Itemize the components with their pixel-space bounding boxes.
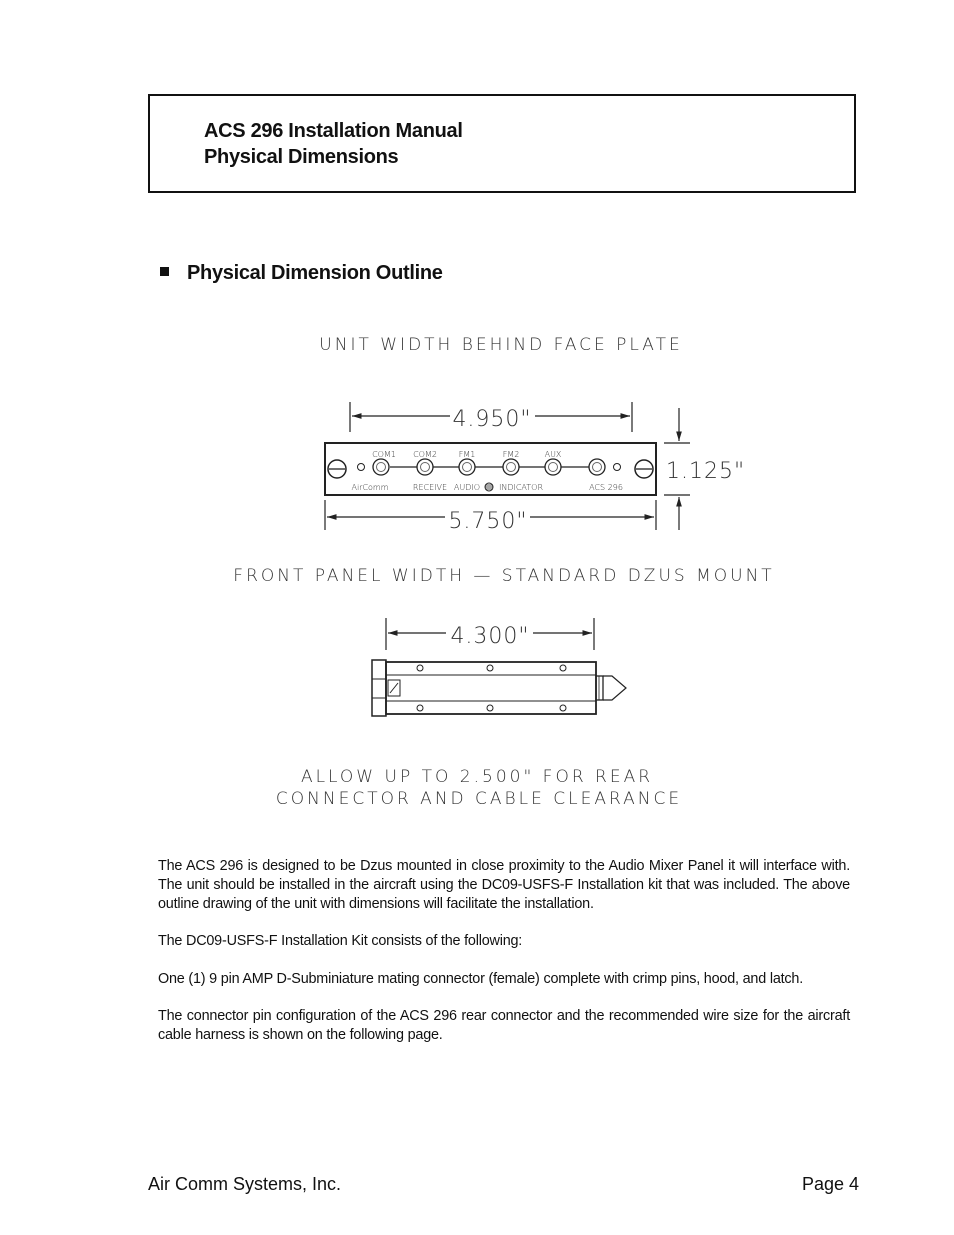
com2-knob-icon — [417, 459, 433, 475]
panel-label-audio: AUDIO — [453, 483, 481, 492]
panel-label-brand: AirComm — [351, 483, 389, 492]
header-subtitle: Physical Dimensions — [204, 146, 399, 168]
panel-label-com2: COM2 — [413, 450, 437, 459]
screw-icon — [417, 705, 423, 711]
aux-knob-icon — [545, 459, 561, 475]
dim-front-width: 5.750" — [448, 509, 528, 534]
header-title: ACS 296 Installation Manual — [204, 120, 463, 142]
screw-icon — [417, 665, 423, 671]
screw-icon — [614, 464, 621, 471]
dim-side-width: 4.300" — [450, 624, 530, 649]
panel-label-com1: COM1 — [372, 450, 396, 459]
body-paragraph-connector: One (1) 9 pin AMP D-Subminiature mating connector (female) complete with crimp pins, hood, and latch. — [158, 971, 804, 987]
com1-knob-icon — [373, 459, 389, 475]
dim-height: 1.125" — [666, 459, 746, 484]
section-title: Physical Dimension Outline — [187, 262, 443, 284]
panel-label-aux: AUX — [544, 450, 562, 459]
panel-label-fm2: FM2 — [502, 450, 520, 459]
volume-knob-icon — [589, 459, 605, 475]
dim-width-behind: 4.950" — [452, 407, 532, 432]
bottom-caption-line2: CONNECTOR AND CABLE CLEARANCE — [275, 789, 683, 809]
screw-icon — [487, 705, 493, 711]
panel-label-receive: RECEIVE — [412, 483, 448, 492]
fm1-knob-icon — [459, 459, 475, 475]
panel-label-fm1: FM1 — [458, 450, 476, 459]
screw-icon — [487, 665, 493, 671]
body-paragraph-kit: The DC09-USFS-F Installation Kit consists of the following: — [158, 933, 523, 949]
connector-hood-icon — [603, 676, 626, 700]
panel-label-indicator: INDICATOR — [498, 483, 544, 492]
screw-icon — [358, 464, 365, 471]
screw-icon — [560, 665, 566, 671]
footer-company: Air Comm Systems, Inc. — [148, 1174, 342, 1194]
panel-label-model: ACS 296 — [589, 483, 623, 492]
mid-caption: FRONT PANEL WIDTH — STANDARD DZUS MOUNT — [233, 566, 775, 586]
fm2-knob-icon — [503, 459, 519, 475]
footer-page-number: Page 4 — [801, 1174, 859, 1194]
side-view-unit — [372, 660, 626, 716]
screw-icon — [560, 705, 566, 711]
rear-connector-icon — [596, 676, 603, 700]
bottom-caption-line1: ALLOW UP TO 2.500" FOR REAR — [300, 767, 654, 787]
body-paragraph-intro: The ACS 296 is designed to be Dzus mounted in close proximity to the Audio Mixer Panel it will interface with. The unit should be installed in the aircraft using the DC09-USFS-F Installation kit that was included. The above outline drawing of the unit with dimensions will facilitate the installation. — [158, 858, 850, 912]
top-caption: UNIT WIDTH BEHIND FACE PLATE — [319, 335, 683, 355]
body-paragraph-pinout: The connector pin configuration of the ACS 296 rear connector and the recommended wire size for the aircraft cable harness is shown on the following page. — [158, 1008, 850, 1043]
